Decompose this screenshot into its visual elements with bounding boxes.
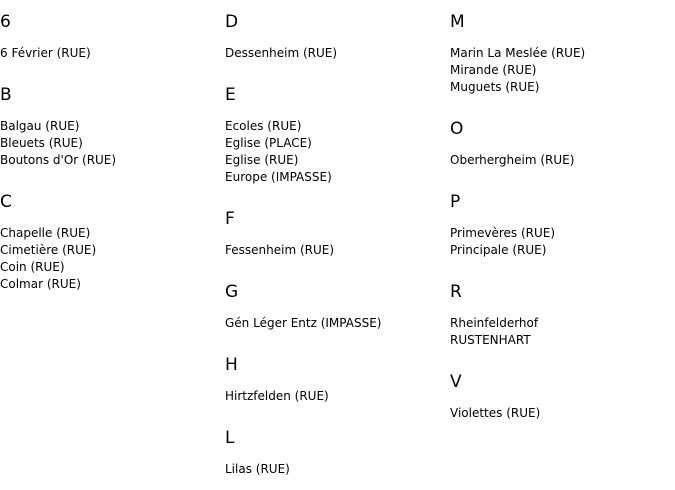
street-list <box>225 118 445 186</box>
street-link[interactable]: Eglise (PLACE) <box>225 136 312 150</box>
letter-heading: O <box>450 119 464 139</box>
street-list-item <box>225 135 445 152</box>
letter-heading: F <box>225 209 235 229</box>
letter-heading: P <box>450 192 461 212</box>
street-link[interactable]: Boutons d'Or (RUE) <box>0 153 117 167</box>
street-link[interactable]: Lilas (RUE) <box>225 462 290 476</box>
letter-group <box>225 209 445 259</box>
letter-heading: G <box>225 282 239 302</box>
letter-group <box>225 12 445 62</box>
street-list <box>450 225 670 259</box>
street-list <box>450 45 670 96</box>
street-list-item <box>0 45 220 62</box>
street-link[interactable]: Hirtzfelden (RUE) <box>225 389 329 403</box>
street-list-item <box>0 242 220 259</box>
letter-group <box>225 428 445 478</box>
letter-heading: M <box>450 12 465 32</box>
letter-group <box>0 85 220 169</box>
street-list-item <box>225 169 445 186</box>
letter-heading: R <box>450 282 462 302</box>
street-link[interactable]: Cimetière (RUE) <box>0 243 97 257</box>
street-link[interactable]: Rheinfelderhof <box>450 316 539 330</box>
street-list <box>225 461 445 478</box>
street-link[interactable]: Bleuets (RUE) <box>0 136 83 150</box>
street-link[interactable]: Balgau (RUE) <box>0 119 80 133</box>
street-list-item <box>450 315 670 332</box>
letter-heading: L <box>225 428 235 448</box>
street-link[interactable]: 6 Février (RUE) <box>0 46 91 60</box>
street-link[interactable]: Chapelle (RUE) <box>0 226 91 240</box>
street-link[interactable]: RUSTENHART <box>450 333 531 347</box>
street-list <box>225 242 445 259</box>
letter-group <box>450 372 670 422</box>
letter-group <box>225 282 445 332</box>
street-list <box>225 45 445 62</box>
street-list-item <box>450 405 670 422</box>
street-list <box>450 315 670 349</box>
index-column-3 <box>450 0 670 422</box>
street-list <box>450 152 670 169</box>
street-list <box>450 405 670 422</box>
letter-group <box>0 12 220 62</box>
letter-heading: 6 <box>0 12 11 32</box>
street-link[interactable]: Principale (RUE) <box>450 243 547 257</box>
street-list <box>0 118 220 169</box>
street-link[interactable]: Fessenheim (RUE) <box>225 243 335 257</box>
street-list-item <box>225 45 445 62</box>
street-link[interactable]: Marin La Meslée (RUE) <box>450 46 586 60</box>
street-list-item <box>450 62 670 79</box>
street-list <box>0 225 220 293</box>
letter-heading: C <box>0 192 12 212</box>
street-list-item <box>0 152 220 169</box>
street-list-item <box>0 276 220 293</box>
street-list-item <box>450 242 670 259</box>
street-list-item <box>225 315 445 332</box>
letter-heading: H <box>225 355 238 375</box>
street-list-item <box>225 461 445 478</box>
letter-heading: V <box>450 372 462 392</box>
street-link[interactable]: Europe (IMPASSE) <box>225 170 332 184</box>
letter-heading: D <box>225 12 239 32</box>
letter-group <box>450 192 670 259</box>
street-list-item <box>225 388 445 405</box>
street-link[interactable]: Mirande (RUE) <box>450 63 537 77</box>
letter-group <box>450 12 670 96</box>
street-link[interactable]: Primevères (RUE) <box>450 226 556 240</box>
letter-heading: E <box>225 85 236 105</box>
street-list-item <box>0 135 220 152</box>
street-link[interactable]: Eglise (RUE) <box>225 153 299 167</box>
street-list-item <box>225 152 445 169</box>
street-list-item <box>450 225 670 242</box>
street-link[interactable]: Violettes (RUE) <box>450 406 541 420</box>
letter-group <box>225 85 445 186</box>
street-list-item <box>450 45 670 62</box>
index-column-2 <box>225 0 445 478</box>
street-link[interactable]: Ecoles (RUE) <box>225 119 302 133</box>
street-list <box>0 45 220 62</box>
letter-group <box>0 192 220 293</box>
street-link[interactable]: Colmar (RUE) <box>0 277 81 291</box>
street-list-item <box>450 152 670 169</box>
letter-group <box>450 282 670 349</box>
street-list-item <box>225 118 445 135</box>
street-list-item <box>450 332 670 349</box>
letter-group <box>450 119 670 169</box>
street-list-item <box>450 79 670 96</box>
street-link[interactable]: Dessenheim (RUE) <box>225 46 338 60</box>
street-list-item <box>0 118 220 135</box>
street-link[interactable]: Oberhergheim (RUE) <box>450 153 575 167</box>
street-list-item <box>0 259 220 276</box>
street-link[interactable]: Muguets (RUE) <box>450 80 540 94</box>
street-list-item <box>225 242 445 259</box>
index-column-1 <box>0 0 220 293</box>
letter-group <box>225 355 445 405</box>
street-link[interactable]: Gén Léger Entz (IMPASSE) <box>225 316 382 330</box>
street-list-item <box>0 225 220 242</box>
street-list <box>225 315 445 332</box>
street-list <box>225 388 445 405</box>
street-link[interactable]: Coin (RUE) <box>0 260 65 274</box>
letter-heading: B <box>0 85 12 105</box>
